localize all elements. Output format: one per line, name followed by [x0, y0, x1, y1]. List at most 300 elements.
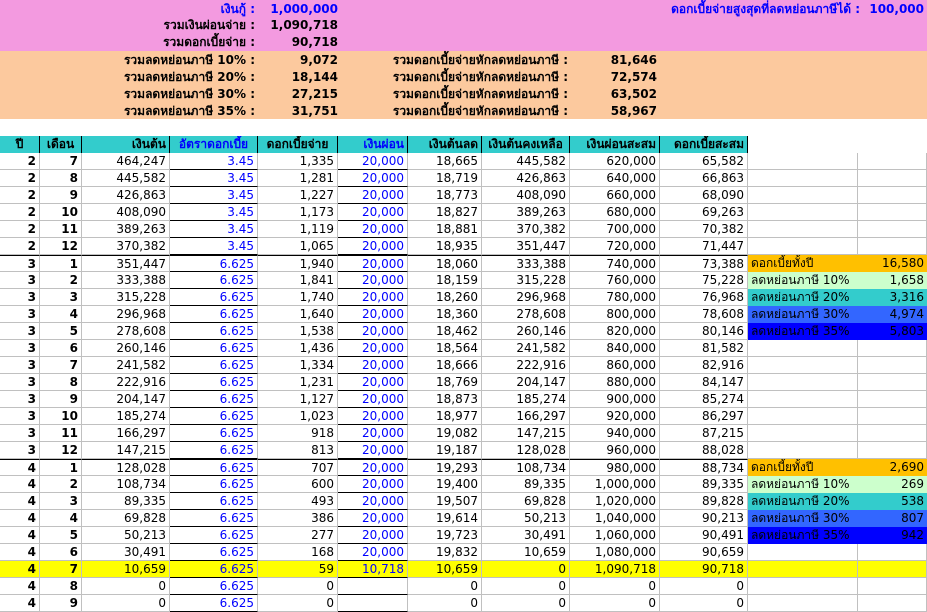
cum-interest-cell[interactable]: 88,734 — [660, 459, 748, 476]
remaining-cell[interactable]: 408,090 — [482, 187, 570, 204]
rate-cell[interactable]: 6.625 — [170, 425, 258, 442]
year-cell[interactable]: 3 — [0, 357, 40, 374]
rate-cell[interactable]: 6.625 — [170, 459, 258, 476]
payment-cell[interactable]: 20,000 — [338, 221, 408, 238]
reduced-cell[interactable]: 18,666 — [408, 357, 482, 374]
reduced-cell[interactable]: 18,773 — [408, 187, 482, 204]
cum-payment-cell[interactable]: 720,000 — [570, 238, 660, 255]
rate-cell[interactable]: 3.45 — [170, 238, 258, 255]
empty-cell[interactable] — [748, 153, 858, 170]
empty-cell[interactable] — [748, 391, 858, 408]
rate-cell[interactable]: 6.625 — [170, 493, 258, 510]
reduced-cell[interactable]: 18,827 — [408, 204, 482, 221]
remaining-cell[interactable]: 30,491 — [482, 527, 570, 544]
principal-cell[interactable]: 445,582 — [82, 170, 170, 187]
empty-cell[interactable] — [748, 408, 858, 425]
empty-cell[interactable] — [858, 408, 927, 425]
month-cell[interactable]: 6 — [40, 340, 82, 357]
principal-cell[interactable]: 296,968 — [82, 306, 170, 323]
empty-cell[interactable] — [858, 238, 927, 255]
month-cell[interactable]: 10 — [40, 204, 82, 221]
payment-cell[interactable]: 20,000 — [338, 476, 408, 493]
empty-cell[interactable] — [858, 442, 927, 459]
cum-payment-cell[interactable]: 800,000 — [570, 306, 660, 323]
interest-cell[interactable]: 1,227 — [258, 187, 338, 204]
cum-payment-cell[interactable]: 860,000 — [570, 357, 660, 374]
payment-cell[interactable]: 20,000 — [338, 187, 408, 204]
empty-cell[interactable] — [858, 391, 927, 408]
payment-cell[interactable] — [338, 595, 408, 612]
interest-cell[interactable]: 386 — [258, 510, 338, 527]
interest-cell[interactable]: 1,173 — [258, 204, 338, 221]
rate-cell[interactable]: 6.625 — [170, 357, 258, 374]
month-cell[interactable]: 11 — [40, 221, 82, 238]
year-cell[interactable]: 3 — [0, 323, 40, 340]
payment-cell[interactable]: 20,000 — [338, 289, 408, 306]
principal-cell[interactable]: 333,388 — [82, 272, 170, 289]
remaining-cell[interactable]: 370,382 — [482, 221, 570, 238]
reduced-cell[interactable]: 19,832 — [408, 544, 482, 561]
cum-interest-cell[interactable]: 90,718 — [660, 561, 748, 578]
interest-cell[interactable]: 1,335 — [258, 153, 338, 170]
interest-cell[interactable]: 1,127 — [258, 391, 338, 408]
cum-payment-cell[interactable]: 820,000 — [570, 323, 660, 340]
cum-interest-cell[interactable]: 69,263 — [660, 204, 748, 221]
payment-cell[interactable]: 20,000 — [338, 153, 408, 170]
reduced-cell[interactable]: 19,507 — [408, 493, 482, 510]
principal-cell[interactable]: 408,090 — [82, 204, 170, 221]
rate-cell[interactable]: 3.45 — [170, 170, 258, 187]
year-cell[interactable]: 3 — [0, 255, 40, 272]
reduced-cell[interactable]: 18,873 — [408, 391, 482, 408]
cum-interest-cell[interactable]: 81,582 — [660, 340, 748, 357]
remaining-cell[interactable]: 147,215 — [482, 425, 570, 442]
cum-payment-cell[interactable]: 0 — [570, 578, 660, 595]
max-deduct-value[interactable]: 100,000 — [869, 2, 924, 16]
principal-cell[interactable]: 108,734 — [82, 476, 170, 493]
empty-cell[interactable] — [748, 357, 858, 374]
month-cell[interactable]: 12 — [40, 442, 82, 459]
rate-cell[interactable]: 6.625 — [170, 527, 258, 544]
principal-cell[interactable]: 389,263 — [82, 221, 170, 238]
empty-cell[interactable] — [748, 374, 858, 391]
payment-cell[interactable]: 20,000 — [338, 493, 408, 510]
principal-cell[interactable]: 0 — [82, 595, 170, 612]
empty-cell[interactable] — [748, 578, 858, 595]
payment-cell[interactable]: 10,718 — [338, 561, 408, 578]
year-cell[interactable]: 2 — [0, 187, 40, 204]
cum-payment-cell[interactable]: 680,000 — [570, 204, 660, 221]
month-cell[interactable]: 1 — [40, 459, 82, 476]
month-cell[interactable]: 6 — [40, 544, 82, 561]
interest-cell[interactable]: 1,436 — [258, 340, 338, 357]
payment-cell[interactable]: 20,000 — [338, 425, 408, 442]
empty-cell[interactable] — [858, 153, 927, 170]
cum-payment-cell[interactable]: 760,000 — [570, 272, 660, 289]
month-cell[interactable]: 3 — [40, 289, 82, 306]
remaining-cell[interactable]: 166,297 — [482, 408, 570, 425]
reduced-cell[interactable]: 18,260 — [408, 289, 482, 306]
empty-cell[interactable] — [748, 204, 858, 221]
year-cell[interactable]: 4 — [0, 544, 40, 561]
cum-interest-cell[interactable]: 82,916 — [660, 357, 748, 374]
cum-payment-cell[interactable]: 0 — [570, 595, 660, 612]
rate-cell[interactable]: 6.625 — [170, 578, 258, 595]
remaining-cell[interactable]: 333,388 — [482, 255, 570, 272]
remaining-cell[interactable]: 0 — [482, 595, 570, 612]
remaining-cell[interactable]: 50,213 — [482, 510, 570, 527]
cum-interest-cell[interactable]: 0 — [660, 595, 748, 612]
payment-cell[interactable] — [338, 578, 408, 595]
remaining-cell[interactable]: 426,863 — [482, 170, 570, 187]
year-cell[interactable]: 2 — [0, 170, 40, 187]
empty-cell[interactable] — [748, 595, 858, 612]
cum-interest-cell[interactable]: 90,213 — [660, 510, 748, 527]
cum-interest-cell[interactable]: 78,608 — [660, 306, 748, 323]
empty-cell[interactable] — [858, 357, 927, 374]
payment-cell[interactable]: 20,000 — [338, 527, 408, 544]
year-cell[interactable]: 4 — [0, 578, 40, 595]
month-cell[interactable]: 8 — [40, 374, 82, 391]
principal-cell[interactable]: 89,335 — [82, 493, 170, 510]
payment-cell[interactable]: 20,000 — [338, 544, 408, 561]
year-cell[interactable]: 4 — [0, 476, 40, 493]
month-cell[interactable]: 9 — [40, 595, 82, 612]
month-cell[interactable]: 9 — [40, 187, 82, 204]
cum-interest-cell[interactable]: 90,491 — [660, 527, 748, 544]
principal-cell[interactable]: 241,582 — [82, 357, 170, 374]
month-cell[interactable]: 12 — [40, 238, 82, 255]
cum-interest-cell[interactable]: 75,228 — [660, 272, 748, 289]
month-cell[interactable]: 10 — [40, 408, 82, 425]
cum-payment-cell[interactable]: 660,000 — [570, 187, 660, 204]
year-cell[interactable]: 3 — [0, 374, 40, 391]
empty-cell[interactable] — [748, 561, 858, 578]
interest-cell[interactable]: 1,640 — [258, 306, 338, 323]
interest-cell[interactable]: 813 — [258, 442, 338, 459]
year-cell[interactable]: 3 — [0, 408, 40, 425]
cum-interest-cell[interactable]: 89,335 — [660, 476, 748, 493]
payment-cell[interactable]: 20,000 — [338, 340, 408, 357]
empty-cell[interactable] — [858, 187, 927, 204]
reduced-cell[interactable]: 18,935 — [408, 238, 482, 255]
remaining-cell[interactable]: 351,447 — [482, 238, 570, 255]
principal-cell[interactable]: 185,274 — [82, 408, 170, 425]
empty-cell[interactable] — [748, 425, 858, 442]
cum-interest-cell[interactable]: 76,968 — [660, 289, 748, 306]
empty-cell[interactable] — [858, 221, 927, 238]
month-cell[interactable]: 5 — [40, 527, 82, 544]
interest-cell[interactable]: 1,841 — [258, 272, 338, 289]
principal-cell[interactable]: 426,863 — [82, 187, 170, 204]
rate-cell[interactable]: 6.625 — [170, 391, 258, 408]
interest-cell[interactable]: 1,231 — [258, 374, 338, 391]
cum-interest-cell[interactable]: 73,388 — [660, 255, 748, 272]
empty-cell[interactable] — [858, 425, 927, 442]
year-cell[interactable]: 4 — [0, 527, 40, 544]
payment-cell[interactable]: 20,000 — [338, 255, 408, 272]
cum-payment-cell[interactable]: 1,060,000 — [570, 527, 660, 544]
cum-interest-cell[interactable]: 89,828 — [660, 493, 748, 510]
empty-cell[interactable] — [748, 544, 858, 561]
remaining-cell[interactable]: 315,228 — [482, 272, 570, 289]
reduced-cell[interactable]: 18,719 — [408, 170, 482, 187]
principal-cell[interactable]: 0 — [82, 578, 170, 595]
year-cell[interactable]: 2 — [0, 153, 40, 170]
cum-payment-cell[interactable]: 780,000 — [570, 289, 660, 306]
principal-cell[interactable]: 351,447 — [82, 255, 170, 272]
interest-cell[interactable]: 168 — [258, 544, 338, 561]
remaining-cell[interactable]: 10,659 — [482, 544, 570, 561]
empty-cell[interactable] — [748, 170, 858, 187]
empty-cell[interactable] — [748, 238, 858, 255]
principal-cell[interactable]: 69,828 — [82, 510, 170, 527]
principal-cell[interactable]: 147,215 — [82, 442, 170, 459]
year-cell[interactable]: 4 — [0, 595, 40, 612]
reduced-cell[interactable]: 18,564 — [408, 340, 482, 357]
payment-cell[interactable]: 20,000 — [338, 204, 408, 221]
empty-cell[interactable] — [858, 204, 927, 221]
cum-interest-cell[interactable]: 71,447 — [660, 238, 748, 255]
interest-cell[interactable]: 1,281 — [258, 170, 338, 187]
reduced-cell[interactable]: 18,159 — [408, 272, 482, 289]
empty-cell[interactable] — [748, 187, 858, 204]
principal-cell[interactable]: 370,382 — [82, 238, 170, 255]
remaining-cell[interactable]: 296,968 — [482, 289, 570, 306]
remaining-cell[interactable]: 204,147 — [482, 374, 570, 391]
principal-cell[interactable]: 50,213 — [82, 527, 170, 544]
rate-cell[interactable]: 3.45 — [170, 153, 258, 170]
payment-cell[interactable]: 20,000 — [338, 357, 408, 374]
rate-cell[interactable]: 6.625 — [170, 408, 258, 425]
reduced-cell[interactable]: 18,360 — [408, 306, 482, 323]
payment-cell[interactable]: 20,000 — [338, 391, 408, 408]
cum-payment-cell[interactable]: 1,000,000 — [570, 476, 660, 493]
reduced-cell[interactable]: 19,187 — [408, 442, 482, 459]
empty-cell[interactable] — [858, 561, 927, 578]
cum-payment-cell[interactable]: 980,000 — [570, 459, 660, 476]
empty-cell[interactable] — [858, 374, 927, 391]
cum-payment-cell[interactable]: 940,000 — [570, 425, 660, 442]
cum-payment-cell[interactable]: 700,000 — [570, 221, 660, 238]
principal-cell[interactable]: 204,147 — [82, 391, 170, 408]
cum-payment-cell[interactable]: 960,000 — [570, 442, 660, 459]
payment-cell[interactable]: 20,000 — [338, 272, 408, 289]
cum-interest-cell[interactable]: 90,659 — [660, 544, 748, 561]
month-cell[interactable]: 8 — [40, 578, 82, 595]
cum-interest-cell[interactable]: 84,147 — [660, 374, 748, 391]
year-cell[interactable]: 4 — [0, 459, 40, 476]
year-cell[interactable]: 3 — [0, 340, 40, 357]
principal-cell[interactable]: 315,228 — [82, 289, 170, 306]
year-cell[interactable]: 3 — [0, 391, 40, 408]
rate-cell[interactable]: 6.625 — [170, 510, 258, 527]
cum-interest-cell[interactable]: 87,215 — [660, 425, 748, 442]
empty-cell[interactable] — [858, 544, 927, 561]
cum-payment-cell[interactable]: 1,080,000 — [570, 544, 660, 561]
interest-cell[interactable]: 1,940 — [258, 255, 338, 272]
rate-cell[interactable]: 6.625 — [170, 442, 258, 459]
year-cell[interactable]: 3 — [0, 425, 40, 442]
month-cell[interactable]: 1 — [40, 255, 82, 272]
remaining-cell[interactable]: 128,028 — [482, 442, 570, 459]
principal-cell[interactable]: 30,491 — [82, 544, 170, 561]
empty-cell[interactable] — [748, 221, 858, 238]
payment-cell[interactable]: 20,000 — [338, 459, 408, 476]
year-cell[interactable]: 2 — [0, 221, 40, 238]
rate-cell[interactable]: 6.625 — [170, 323, 258, 340]
remaining-cell[interactable]: 0 — [482, 578, 570, 595]
interest-cell[interactable]: 493 — [258, 493, 338, 510]
principal-cell[interactable]: 260,146 — [82, 340, 170, 357]
rate-cell[interactable]: 6.625 — [170, 272, 258, 289]
interest-cell[interactable]: 1,065 — [258, 238, 338, 255]
reduced-cell[interactable]: 0 — [408, 595, 482, 612]
remaining-cell[interactable]: 89,335 — [482, 476, 570, 493]
cum-interest-cell[interactable]: 80,146 — [660, 323, 748, 340]
cum-payment-cell[interactable]: 1,040,000 — [570, 510, 660, 527]
year-cell[interactable]: 4 — [0, 561, 40, 578]
payment-cell[interactable]: 20,000 — [338, 238, 408, 255]
month-cell[interactable]: 2 — [40, 272, 82, 289]
rate-cell[interactable]: 3.45 — [170, 187, 258, 204]
reduced-cell[interactable]: 18,769 — [408, 374, 482, 391]
month-cell[interactable]: 7 — [40, 357, 82, 374]
cum-interest-cell[interactable]: 0 — [660, 578, 748, 595]
month-cell[interactable]: 2 — [40, 476, 82, 493]
cum-interest-cell[interactable]: 66,863 — [660, 170, 748, 187]
year-cell[interactable]: 2 — [0, 238, 40, 255]
year-cell[interactable]: 4 — [0, 493, 40, 510]
month-cell[interactable]: 4 — [40, 306, 82, 323]
payment-cell[interactable]: 20,000 — [338, 442, 408, 459]
interest-cell[interactable]: 1,538 — [258, 323, 338, 340]
remaining-cell[interactable]: 108,734 — [482, 459, 570, 476]
empty-cell[interactable] — [748, 340, 858, 357]
rate-cell[interactable]: 6.625 — [170, 476, 258, 493]
rate-cell[interactable]: 6.625 — [170, 561, 258, 578]
payment-cell[interactable]: 20,000 — [338, 323, 408, 340]
reduced-cell[interactable]: 18,977 — [408, 408, 482, 425]
remaining-cell[interactable]: 69,828 — [482, 493, 570, 510]
remaining-cell[interactable]: 260,146 — [482, 323, 570, 340]
reduced-cell[interactable]: 18,881 — [408, 221, 482, 238]
rate-cell[interactable]: 6.625 — [170, 544, 258, 561]
reduced-cell[interactable]: 18,665 — [408, 153, 482, 170]
remaining-cell[interactable]: 445,582 — [482, 153, 570, 170]
cum-interest-cell[interactable]: 68,090 — [660, 187, 748, 204]
principal-cell[interactable]: 10,659 — [82, 561, 170, 578]
remaining-cell[interactable]: 389,263 — [482, 204, 570, 221]
month-cell[interactable]: 7 — [40, 153, 82, 170]
cum-payment-cell[interactable]: 620,000 — [570, 153, 660, 170]
cum-interest-cell[interactable]: 86,297 — [660, 408, 748, 425]
year-cell[interactable]: 4 — [0, 510, 40, 527]
payment-cell[interactable]: 20,000 — [338, 170, 408, 187]
year-cell[interactable]: 3 — [0, 272, 40, 289]
reduced-cell[interactable]: 18,462 — [408, 323, 482, 340]
interest-cell[interactable]: 1,023 — [258, 408, 338, 425]
empty-cell[interactable] — [858, 595, 927, 612]
reduced-cell[interactable]: 19,082 — [408, 425, 482, 442]
principal-cell[interactable]: 278,608 — [82, 323, 170, 340]
rate-cell[interactable]: 3.45 — [170, 221, 258, 238]
month-cell[interactable]: 8 — [40, 170, 82, 187]
cum-interest-cell[interactable]: 85,274 — [660, 391, 748, 408]
rate-cell[interactable]: 6.625 — [170, 289, 258, 306]
interest-cell[interactable]: 707 — [258, 459, 338, 476]
empty-cell[interactable] — [858, 340, 927, 357]
year-cell[interactable]: 3 — [0, 289, 40, 306]
rate-cell[interactable]: 6.625 — [170, 340, 258, 357]
cum-payment-cell[interactable]: 920,000 — [570, 408, 660, 425]
month-cell[interactable]: 5 — [40, 323, 82, 340]
year-cell[interactable]: 3 — [0, 442, 40, 459]
loan-value[interactable]: 1,000,000 — [270, 2, 338, 16]
payment-cell[interactable]: 20,000 — [338, 374, 408, 391]
year-cell[interactable]: 3 — [0, 306, 40, 323]
interest-cell[interactable]: 1,334 — [258, 357, 338, 374]
interest-cell[interactable]: 59 — [258, 561, 338, 578]
reduced-cell[interactable]: 0 — [408, 578, 482, 595]
reduced-cell[interactable]: 19,293 — [408, 459, 482, 476]
principal-cell[interactable]: 464,247 — [82, 153, 170, 170]
reduced-cell[interactable]: 10,659 — [408, 561, 482, 578]
remaining-cell[interactable]: 185,274 — [482, 391, 570, 408]
remaining-cell[interactable]: 241,582 — [482, 340, 570, 357]
interest-cell[interactable]: 0 — [258, 595, 338, 612]
payment-cell[interactable]: 20,000 — [338, 510, 408, 527]
rate-cell[interactable]: 6.625 — [170, 595, 258, 612]
rate-cell[interactable]: 3.45 — [170, 204, 258, 221]
empty-cell[interactable] — [748, 442, 858, 459]
cum-payment-cell[interactable]: 640,000 — [570, 170, 660, 187]
interest-cell[interactable]: 0 — [258, 578, 338, 595]
cum-payment-cell[interactable]: 1,090,718 — [570, 561, 660, 578]
rate-cell[interactable]: 6.625 — [170, 306, 258, 323]
reduced-cell[interactable]: 19,723 — [408, 527, 482, 544]
reduced-cell[interactable]: 19,400 — [408, 476, 482, 493]
cum-interest-cell[interactable]: 88,028 — [660, 442, 748, 459]
remaining-cell[interactable]: 278,608 — [482, 306, 570, 323]
year-cell[interactable]: 2 — [0, 204, 40, 221]
cum-interest-cell[interactable]: 65,582 — [660, 153, 748, 170]
cum-payment-cell[interactable]: 840,000 — [570, 340, 660, 357]
reduced-cell[interactable]: 18,060 — [408, 255, 482, 272]
cum-payment-cell[interactable]: 1,020,000 — [570, 493, 660, 510]
rate-cell[interactable]: 6.625 — [170, 374, 258, 391]
remaining-cell[interactable]: 222,916 — [482, 357, 570, 374]
interest-cell[interactable]: 600 — [258, 476, 338, 493]
month-cell[interactable]: 7 — [40, 561, 82, 578]
rate-cell[interactable]: 6.625 — [170, 255, 258, 272]
principal-cell[interactable]: 222,916 — [82, 374, 170, 391]
interest-cell[interactable]: 1,740 — [258, 289, 338, 306]
interest-cell[interactable]: 1,119 — [258, 221, 338, 238]
interest-cell[interactable]: 277 — [258, 527, 338, 544]
month-cell[interactable]: 4 — [40, 510, 82, 527]
interest-cell[interactable]: 918 — [258, 425, 338, 442]
payment-cell[interactable]: 20,000 — [338, 306, 408, 323]
cum-payment-cell[interactable]: 900,000 — [570, 391, 660, 408]
month-cell[interactable]: 3 — [40, 493, 82, 510]
principal-cell[interactable]: 128,028 — [82, 459, 170, 476]
cum-payment-cell[interactable]: 740,000 — [570, 255, 660, 272]
cum-payment-cell[interactable]: 880,000 — [570, 374, 660, 391]
month-cell[interactable]: 9 — [40, 391, 82, 408]
cum-interest-cell[interactable]: 70,382 — [660, 221, 748, 238]
remaining-cell[interactable]: 0 — [482, 561, 570, 578]
